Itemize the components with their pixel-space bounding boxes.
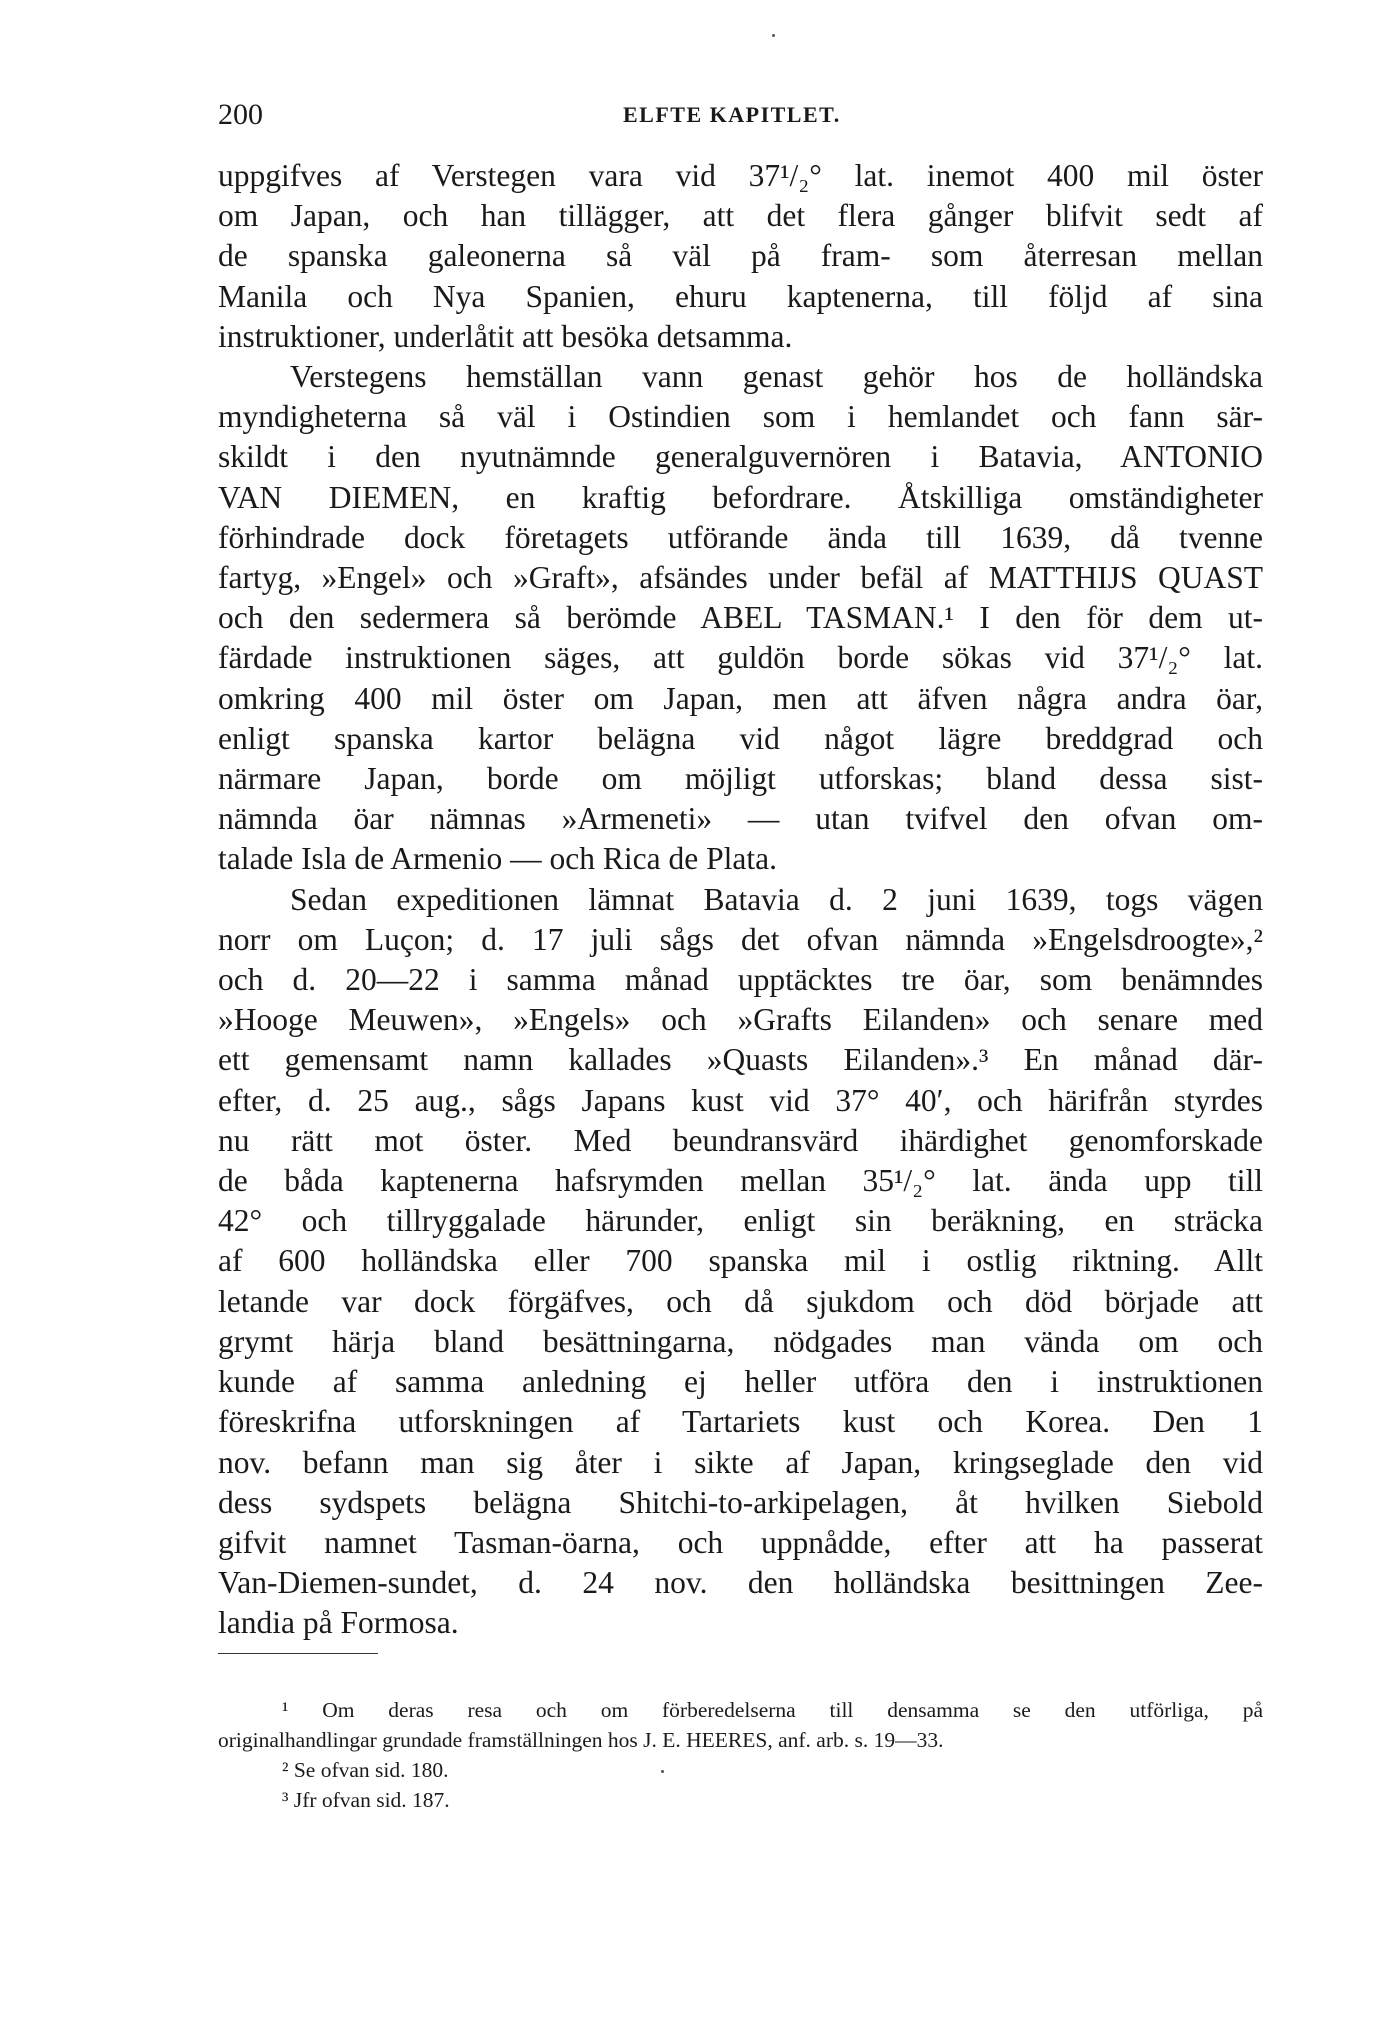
- text-line: ett gemensamt namn kallades »Quasts Eilanden».³ En månad där-: [218, 1042, 1263, 1078]
- footnote-1: ¹ Om deras resa och om förberedelserna till densamma se den utförliga, på: [282, 1698, 1263, 1722]
- footnote-1-continued: originalhandlingar grundade framställningen hos J. E. HEERES, anf. arb. s. 19—33.: [218, 1728, 944, 1752]
- text-line: fartyg, »Engel» och »Graft», afsändes under befäl af MATTHIJS QUAST: [218, 560, 1263, 596]
- text-line: norr om Luçon; d. 17 juli sågs det ofvan nämnda »Engelsdroogte»,²: [218, 921, 1263, 957]
- text-line: skildt i den nyutnämnde generalguvernören i Batavia, ANTONIO: [218, 439, 1263, 475]
- print-speck: [772, 34, 775, 37]
- text-line: nov. befann man sig åter i sikte af Japan, kringseglade den vid: [218, 1444, 1263, 1480]
- text-line: landia på Formosa.: [218, 1605, 459, 1641]
- text-line: enligt spanska kartor belägna vid något lägre breddgrad och: [218, 720, 1263, 756]
- footnote-divider: [218, 1653, 378, 1654]
- text-line: talade Isla de Armenio — och Rica de Plata.: [218, 841, 777, 877]
- body-text: [218, 156, 1263, 1644]
- text-line: VAN DIEMEN, en kraftig befordrare. Åtskilliga omständigheter: [218, 479, 1263, 515]
- text-line: omkring 400 mil öster om Japan, men att äfven några andra öar,: [218, 680, 1263, 716]
- text-line: föreskrifna utforskningen af Tartariets kust och Korea. Den 1: [218, 1404, 1263, 1440]
- text-line: nämnda öar nämnas »Armeneti» — utan tvifvel den ofvan om-: [218, 801, 1263, 837]
- text-line: Van-Diemen-sundet, d. 24 nov. den holländska besittningen Zee-: [218, 1565, 1263, 1601]
- text-line: om Japan, och han tillägger, att det flera gånger blifvit sedt af: [218, 198, 1263, 234]
- text-line: uppgifves af Verstegen vara vid 37¹/₂° lat. inemot 400 mil öster: [218, 158, 1263, 193]
- text-line: och d. 20—22 i samma månad upptäcktes tre öar, som benämndes: [218, 962, 1263, 998]
- print-speck: [661, 1770, 664, 1773]
- text-line: de båda kaptenerna hafsrymden mellan 35¹/₂° lat. ända upp till: [218, 1163, 1263, 1199]
- text-line: Manila och Nya Spanien, ehuru kaptenerna, till följd af sina: [218, 278, 1263, 314]
- text-line: kunde af samma anledning ej heller utföra den i instruktionen: [218, 1364, 1263, 1400]
- text-line: gifvit namnet Tasman-öarna, och uppnådde, efter att ha passerat: [218, 1524, 1263, 1560]
- footnote-3: ³ Jfr ofvan sid. 187.: [282, 1788, 450, 1812]
- text-line: förhindrade dock företagets utförande ända till 1639, då tvenne: [218, 519, 1263, 555]
- footnote-2: ² Se ofvan sid. 180.: [282, 1758, 449, 1782]
- page-number: 200: [218, 98, 263, 131]
- footnotes: [218, 1695, 1263, 1815]
- page-header: [218, 98, 1263, 138]
- text-line: närmare Japan, borde om möjligt utforskas; bland dessa sist-: [218, 761, 1263, 797]
- text-line: 42° och tillryggalade härunder, enligt sin beräkning, en sträcka: [218, 1203, 1263, 1239]
- text-line: efter, d. 25 aug., sågs Japans kust vid 37° 40′, och härifrån styrdes: [218, 1082, 1263, 1118]
- text-line: Verstegens hemställan vann genast gehör hos de holländska: [290, 359, 1263, 395]
- running-head: ELFTE KAPITLET.: [623, 102, 841, 127]
- text-line: de spanska galeonerna så väl på fram- som återresan mellan: [218, 238, 1263, 274]
- text-line: letande var dock förgäfves, och då sjukdom och död började att: [218, 1283, 1263, 1319]
- text-line: »Hooge Meuwen», »Engels» och »Grafts Eilanden» och senare med: [218, 1002, 1263, 1038]
- text-line: Sedan expeditionen lämnat Batavia d. 2 juni 1639, togs vägen: [290, 881, 1263, 917]
- text-line: nu rätt mot öster. Med beundransvärd ihärdighet genomforskade: [218, 1122, 1263, 1158]
- text-line: dess sydspets belägna Shitchi-to-arkipelagen, åt hvilken Siebold: [218, 1484, 1263, 1520]
- text-line: färdade instruktionen säges, att guldön borde sökas vid 37¹/₂° lat.: [218, 640, 1263, 676]
- text-line: grymt härja bland besättningarna, nödgades man vända om och: [218, 1323, 1263, 1359]
- text-line: instruktioner, underlåtit att besöka detsamma.: [218, 318, 793, 354]
- text-line: myndigheterna så väl i Ostindien som i hemlandet och fann sär-: [218, 399, 1263, 435]
- text-line: och den sedermera så berömde ABEL TASMAN.¹ I den för dem ut-: [218, 600, 1263, 636]
- text-line: af 600 holländska eller 700 spanska mil i ostlig riktning. Allt: [218, 1243, 1263, 1279]
